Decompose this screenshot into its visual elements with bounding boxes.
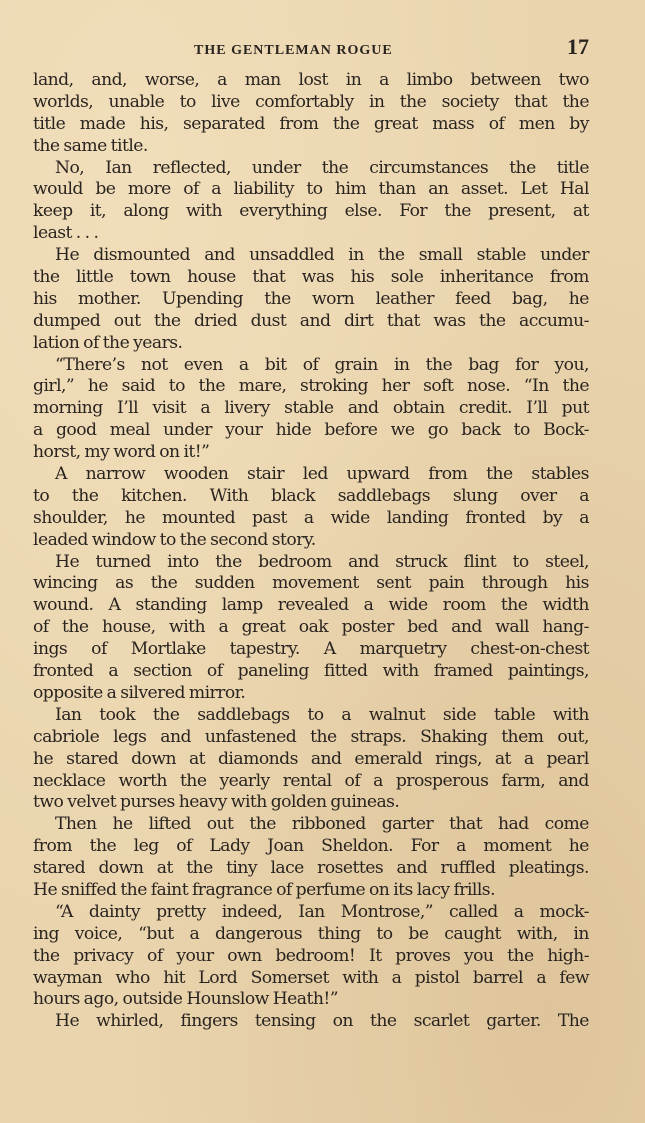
- text-line: “A dainty pretty indeed, Ian Montrose,” called a mock-: [55, 901, 589, 922]
- text-line: “There’s not even a bit of grain in the bag for you,: [55, 354, 589, 375]
- text-line: Ian took the saddlebags to a walnut side table with: [55, 704, 589, 725]
- text-line: stared down at the tiny lace rosettes and ruffled pleatings.: [33, 858, 589, 879]
- text-line: wayman who hit Lord Somerset with a pistol barrel a few: [33, 967, 589, 988]
- text-line: ing voice, “but a dangerous thing to be caught with, in: [33, 923, 589, 944]
- text-line: He turned into the bedroom and struck flint to steel,: [55, 551, 589, 572]
- text-line: he stared down at diamonds and emerald rings, at a pearl: [33, 748, 589, 769]
- running-title: THE GENTLEMAN ROGUE: [194, 43, 393, 58]
- text-line: two velvet purses heavy with golden guineas.: [33, 792, 400, 813]
- text-line: his mother. Upending the worn leather feed bag, he: [33, 288, 589, 309]
- text-line: wound. A standing lamp revealed a wide room the width: [33, 595, 589, 616]
- text-line: fronted a section of paneling fitted with framed paintings,: [33, 661, 589, 682]
- text-line: cabriole legs and unfastened the straps. Shaking them out,: [33, 726, 589, 747]
- text-line: land, and, worse, a man lost in a limbo between two: [33, 70, 589, 90]
- text-line: ings of Mortlake tapestry. A marquetry chest-on-chest: [33, 639, 589, 660]
- text-line: He whirled, fingers tensing on the scarlet garter. The: [55, 1011, 589, 1032]
- text-line: leaded window to the second story.: [33, 529, 316, 550]
- text-line: necklace worth the yearly rental of a prosperous farm, and: [33, 770, 589, 791]
- text-line: hours ago, outside Hounslow Heath!”: [33, 989, 338, 1010]
- text-line: worlds, unable to live comfortably in the society that the: [33, 91, 589, 112]
- running-head: [34, 34, 589, 64]
- text-line: Then he lifted out the ribboned garter that had come: [55, 814, 589, 835]
- body-text: [33, 70, 589, 1033]
- text-line: girl,” he said to the mare, stroking her soft nose. “In the: [33, 376, 589, 397]
- text-line: horst, my word on it!”: [33, 442, 210, 463]
- text-line: title made his, separated from the great mass of men by: [33, 113, 589, 134]
- text-line: No, Ian reflected, under the circumstances the title: [55, 157, 589, 178]
- text-line: the same title.: [33, 135, 148, 156]
- text-line: of the house, with a great oak poster bed and wall hang-: [33, 617, 589, 638]
- text-line: least . . .: [33, 223, 99, 244]
- text-line: to the kitchen. With black saddlebags slung over a: [33, 485, 589, 506]
- text-line: the little town house that was his sole inheritance from: [33, 267, 589, 288]
- text-line: morning I’ll visit a livery stable and obtain credit. I’ll put: [33, 398, 589, 419]
- text-line: A narrow wooden stair led upward from the stables: [55, 464, 589, 485]
- text-line: wincing as the sudden movement sent pain through his: [33, 573, 589, 594]
- text-line: lation of the years.: [33, 332, 183, 353]
- text-line: shoulder, he mounted past a wide landing fronted by a: [33, 507, 589, 528]
- text-line: opposite a silvered mirror.: [33, 682, 246, 703]
- text-line: dumped out the dried dust and dirt that was the accumu-: [33, 310, 589, 331]
- text-line: the privacy of your own bedroom! It proves you the high-: [33, 945, 589, 966]
- text-line: He sniffed the faint fragrance of perfume on its lacy frills.: [33, 879, 495, 900]
- text-line: a good meal under your hide before we go back to Bock-: [33, 420, 589, 441]
- text-line: from the leg of Lady Joan Sheldon. For a moment he: [33, 836, 589, 857]
- text-line: He dismounted and unsaddled in the small stable under: [55, 245, 589, 266]
- text-line: would be more of a liability to him than an asset. Let Hal: [33, 179, 589, 200]
- page-number: 17: [567, 34, 589, 59]
- text-line: keep it, along with everything else. For the present, at: [33, 201, 589, 222]
